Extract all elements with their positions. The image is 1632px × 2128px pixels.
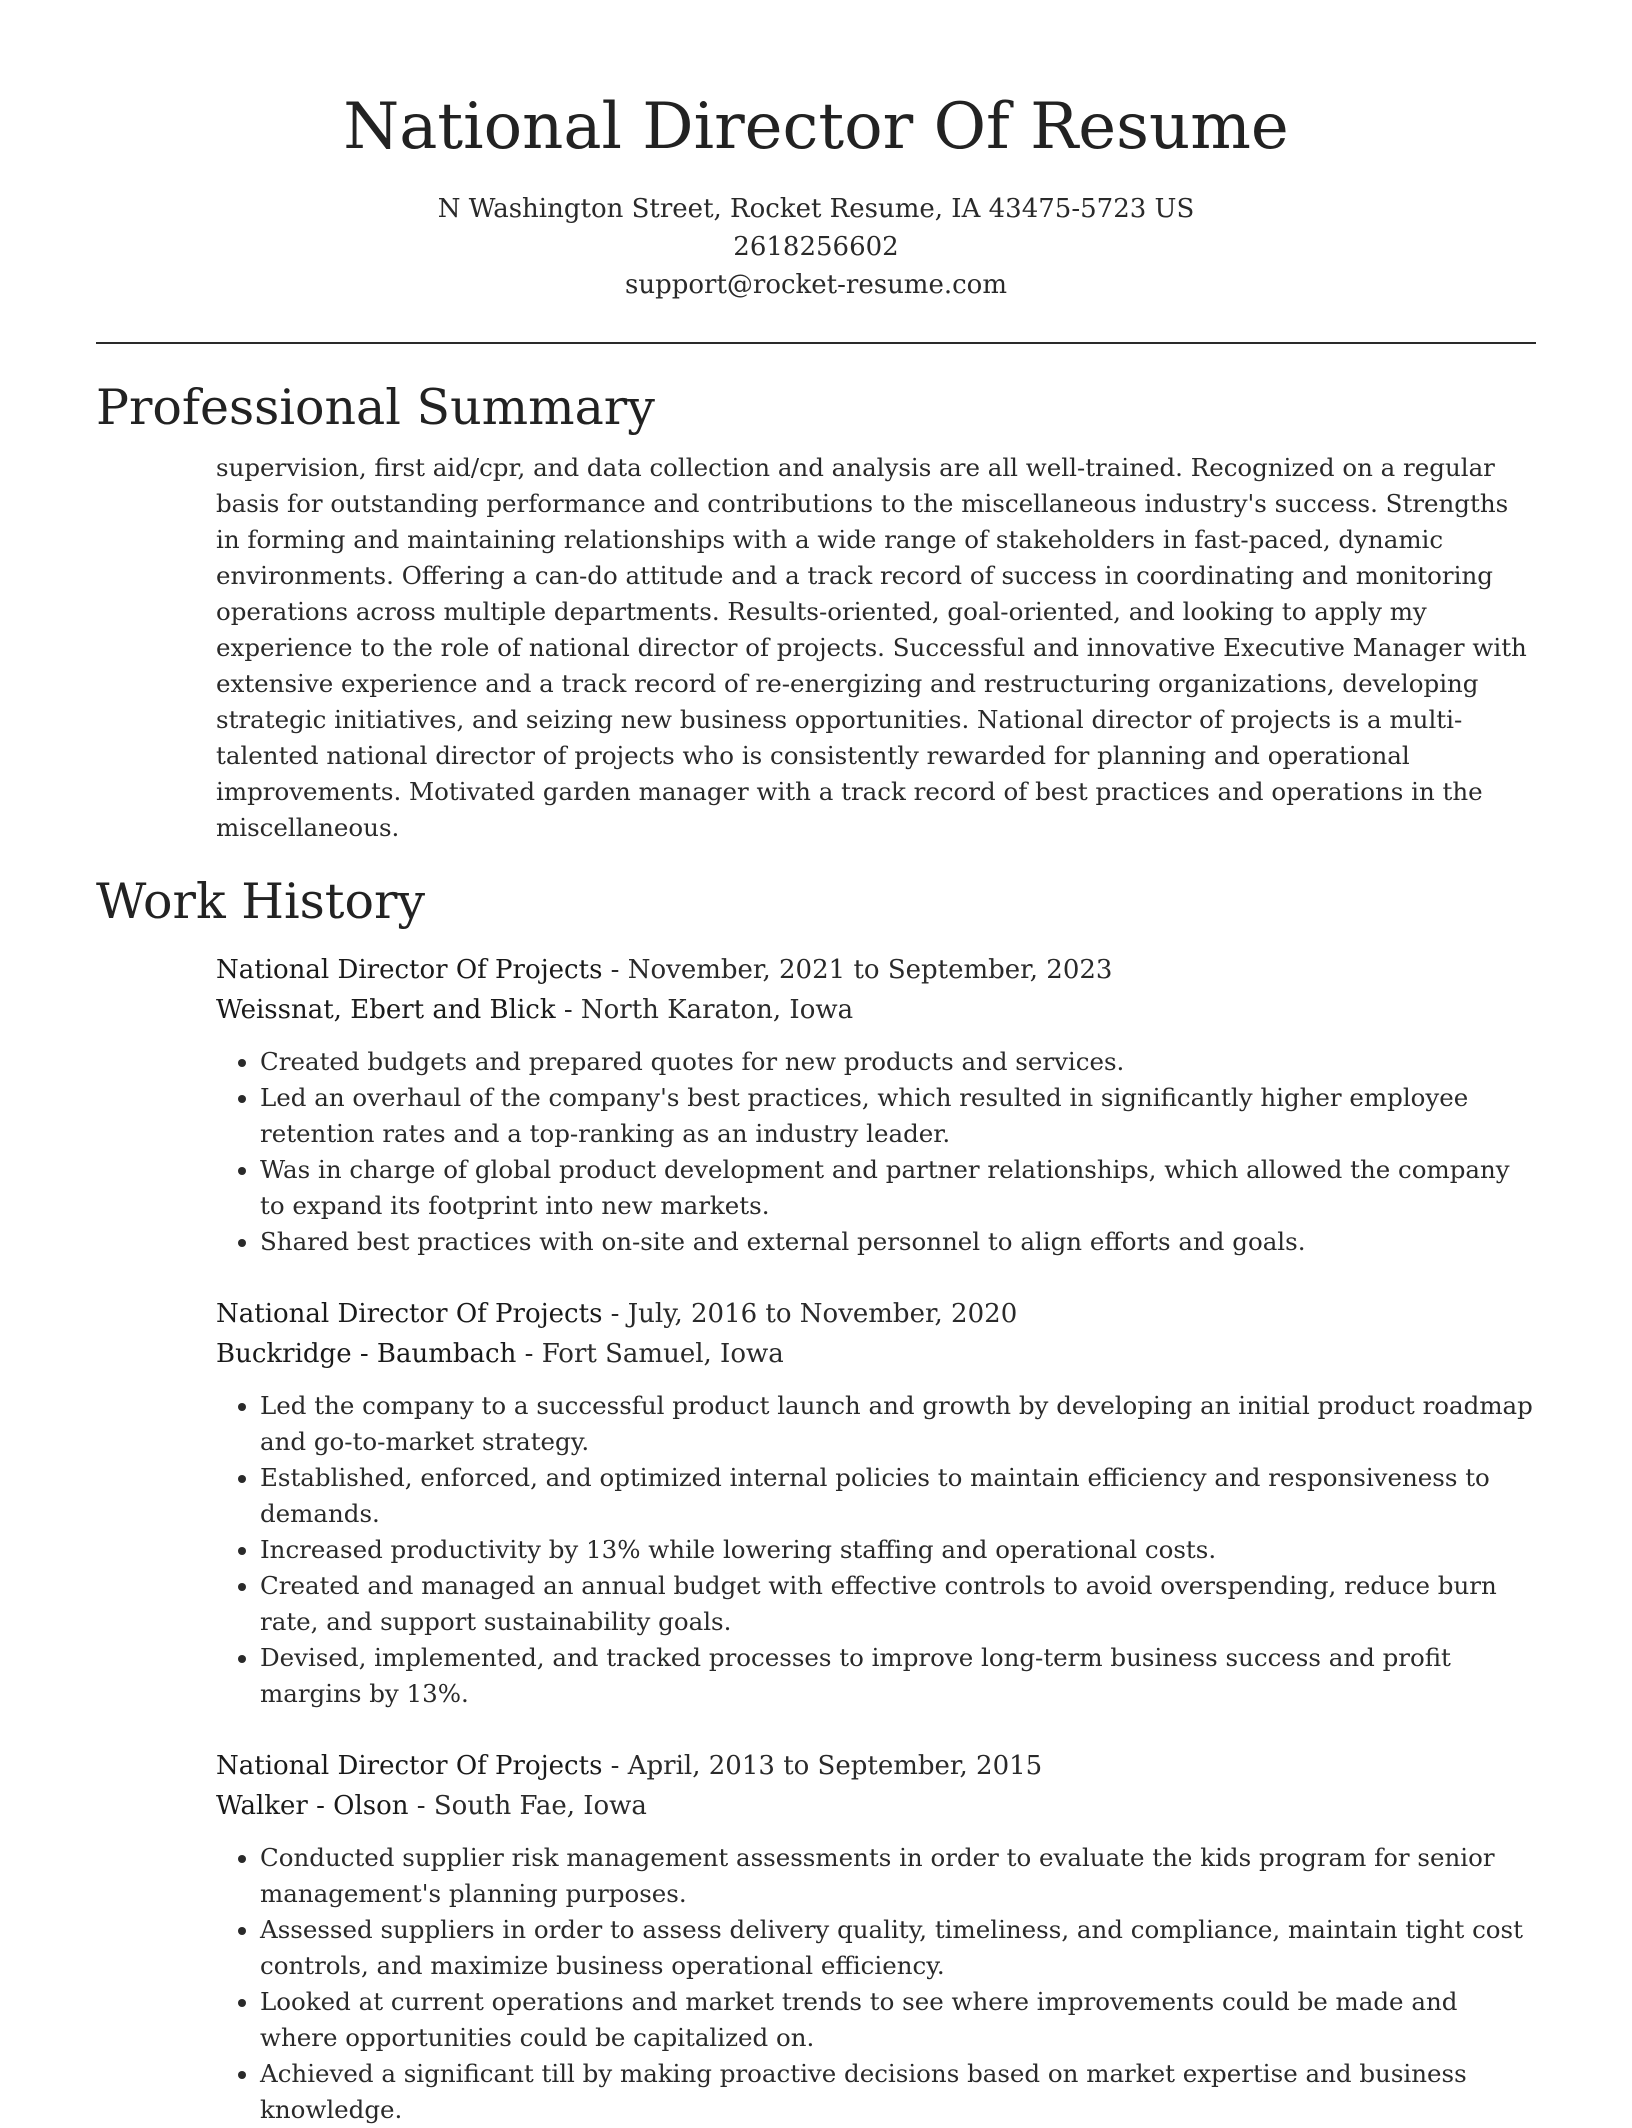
job-role: National Director Of Projects: [216, 1299, 603, 1329]
job-title-line: National Director Of Projects - November, 2021 to September, 2023: [216, 955, 1113, 985]
resume-header: [96, 0, 1536, 304]
job-list: [216, 950, 1536, 2128]
job-title-line: National Director Of Projects - April, 2013 to September, 2015: [216, 1751, 1043, 1781]
job-bullet: • Led the company to a successful product launch and growth by developing an initial product roadmap and go-to-market strategy.: [260, 1388, 1536, 1460]
job-company: Walker - Olson: [216, 1791, 409, 1821]
job-bullets: [216, 1388, 1536, 1712]
job-bullet: • Was in charge of global product development and partner relationships, which allowed the company to expand its footprint into new markets.: [260, 1152, 1536, 1224]
contact-phone: 2618256602: [733, 232, 899, 262]
job-bullet: • Achieved a significant till by making proactive decisions based on market expertise and business knowledge.: [260, 2056, 1536, 2128]
job-role: National Director Of Projects: [216, 955, 603, 985]
job-company-line: Buckridge - Baumbach - Fort Samuel, Iowa: [216, 1339, 784, 1369]
job-company: Buckridge - Baumbach: [216, 1339, 517, 1369]
job-company-line: Walker - Olson - South Fae, Iowa: [216, 1791, 647, 1821]
summary-section: [96, 376, 1536, 846]
job-location: Fort Samuel, Iowa: [541, 1339, 784, 1369]
job-bullet: • Established, enforced, and optimized internal policies to maintain efficiency and responsiveness to demands.: [260, 1460, 1536, 1532]
job-dates: April, 2013 to September, 2015: [627, 1751, 1043, 1781]
job-entry: [216, 1294, 1536, 1712]
job-company: Weissnat, Ebert and Blick: [216, 995, 556, 1025]
job-dates: November, 2021 to September, 2023: [627, 955, 1113, 985]
job-bullets: [216, 1840, 1536, 2128]
job-bullet: • Looked at current operations and market trends to see where improvements could be made and where opportunities could be capitalized on.: [260, 1984, 1536, 2056]
work-history-heading: Work History: [96, 873, 426, 930]
job-bullet: • Created budgets and prepared quotes for new products and services.: [260, 1044, 1536, 1080]
job-bullet: • Led an overhaul of the company's best practices, which resulted in significantly higher employee retention rates and a top-ranking as an industry leader.: [260, 1080, 1536, 1152]
contact-address: N Washington Street, Rocket Resume, IA 43475-5723 US: [437, 194, 1195, 224]
job-title-line: National Director Of Projects - July, 2016 to November, 2020: [216, 1299, 1018, 1329]
work-history-section: [96, 870, 1536, 2128]
job-entry: [216, 950, 1536, 1260]
header-divider: [96, 342, 1536, 344]
job-dates: July, 2016 to November, 2020: [627, 1299, 1018, 1329]
job-company-line: Weissnat, Ebert and Blick - North Karaton, Iowa: [216, 995, 854, 1025]
job-bullet: • Conducted supplier risk management assessments in order to evaluate the kids program for senior management's planning purposes.: [260, 1840, 1536, 1912]
job-entry: [216, 1746, 1536, 2128]
contact-block: [96, 190, 1536, 304]
job-location: North Karaton, Iowa: [580, 995, 854, 1025]
summary-text: supervision, first aid/cpr, and data collection and analysis are all well-trained. Recognized on a regular basis for outstanding performance and contributions to the miscellaneous industry's success. Strengths in forming and maintaining relationships with a wide range of stakeholders in fast-paced, dynamic environments. Offering a can-do attitude and a track record of success in coordinating and monitoring operations across multiple departments. Results-oriented, goal-oriented, and looking to apply my experience to the role of national director of projects. Successful and innovative Executive Manager with extensive experience and a track record of re-energizing and restructuring organizations, developing strategic initiatives, and seizing new business opportunities. National director of projects is a multi-talented national director of projects who is consistently rewarded for planning and operational improvements. Motivated garden manager with a track record of best practices and operations in the miscellaneous.: [216, 453, 1527, 842]
contact-email: support@rocket-resume.com: [624, 270, 1007, 300]
job-bullet: • Created and managed an annual budget with effective controls to avoid overspending, reduce burn rate, and support sustainability goals.: [260, 1568, 1536, 1640]
job-bullet: • Increased productivity by 13% while lowering staffing and operational costs.: [260, 1532, 1536, 1568]
resume-name: National Director Of Resume: [343, 90, 1289, 164]
job-role: National Director Of Projects: [216, 1751, 603, 1781]
job-bullet: • Shared best practices with on-site and external personnel to align efforts and goals.: [260, 1224, 1536, 1260]
summary-heading: Professional Summary: [96, 379, 655, 436]
job-bullets: [216, 1044, 1536, 1260]
job-bullet: • Devised, implemented, and tracked processes to improve long-term business success and profit margins by 13%.: [260, 1640, 1536, 1712]
job-bullet: • Assessed suppliers in order to assess delivery quality, timeliness, and compliance, maintain tight cost controls, and maximize business operational efficiency.: [260, 1912, 1536, 1984]
job-location: South Fae, Iowa: [433, 1791, 647, 1821]
